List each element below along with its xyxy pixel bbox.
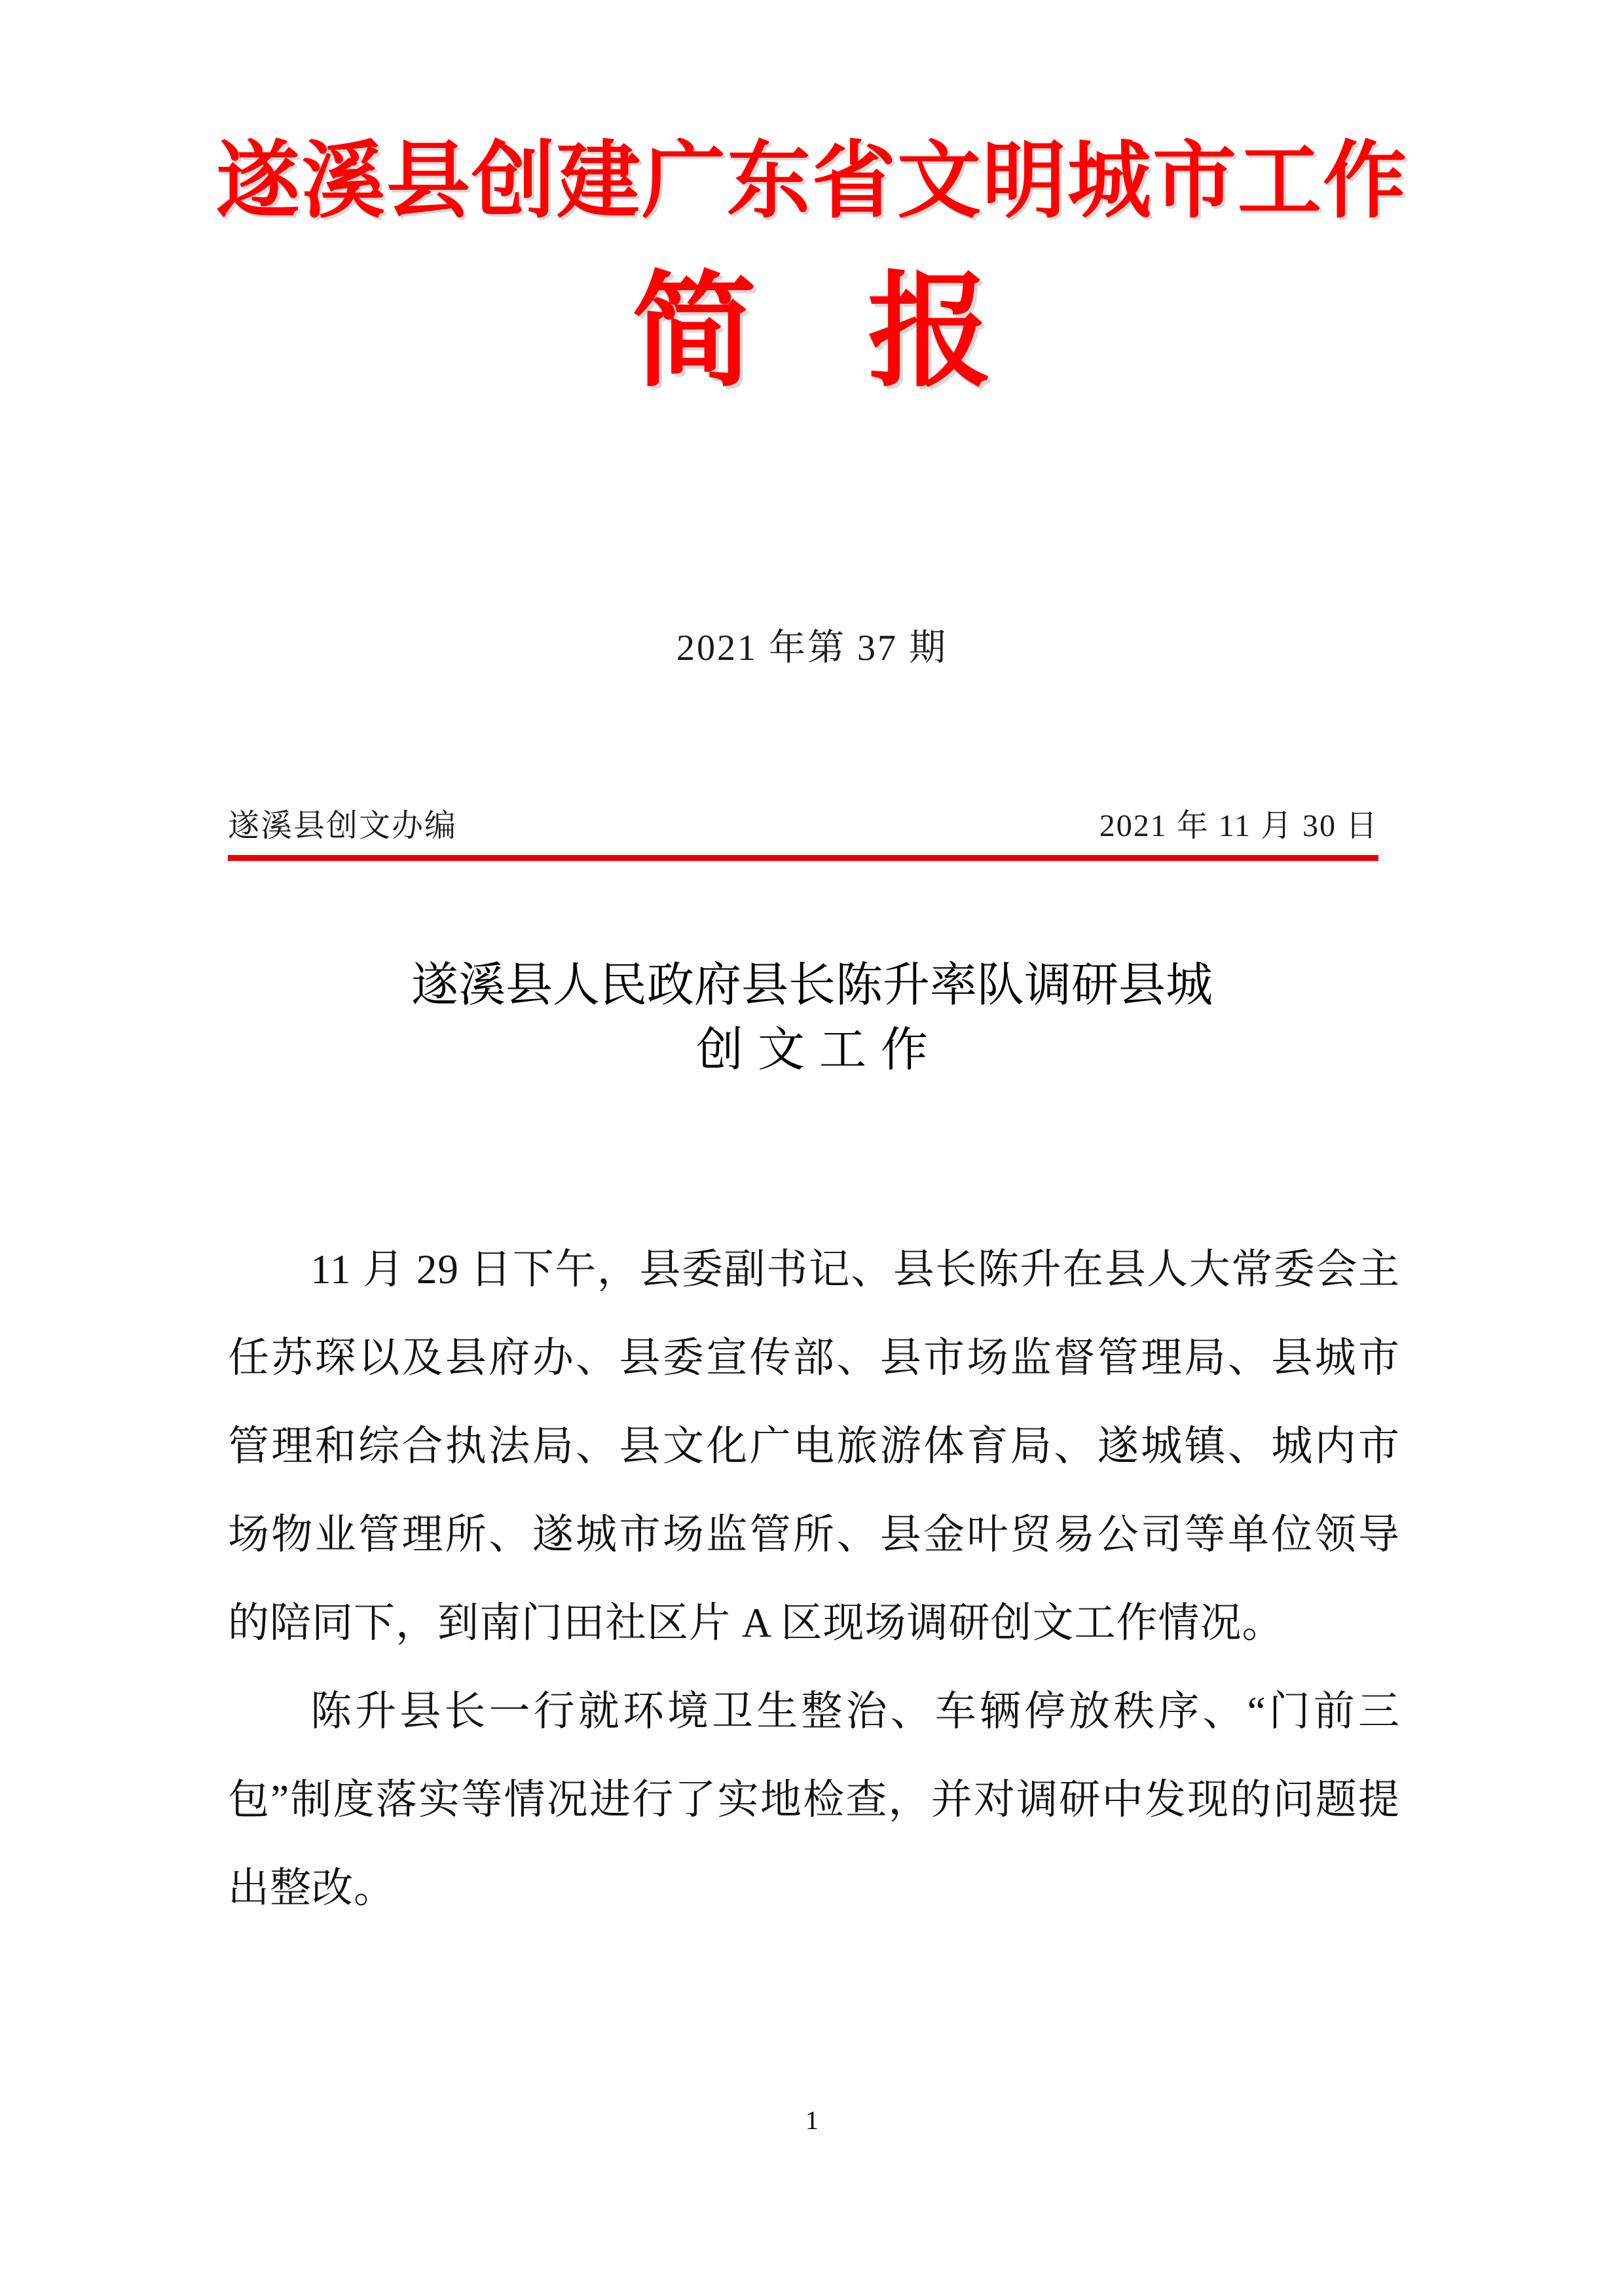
page-number: 1 [805, 2105, 819, 2135]
masthead-jianbao [0, 259, 1624, 405]
body-paragraph: 陈升县长一行就环境卫生整治、车辆停放秩序、“门前三包”制度落实等情况进行了实地检查，并对调研中发现的问题提出整改。 [228, 1688, 1400, 1911]
article-title-line1: 遂溪县人民政府县长陈升率队调研县城 [411, 957, 1213, 1012]
editor-label: 遂溪县创文办编 [228, 809, 458, 843]
article-title-line2: 创文工作 [695, 1022, 942, 1078]
body-paragraph: 11 月 29 日下午，县委副书记、县长陈升在县人大常委会主任苏琛以及县府办、县委宣传部、县市场监督管理局、县城市管理和综合执法局、县文化广电旅游体育局、遂城镇、城内市场物业管理所、遂城市场监管所、县金叶贸易公司等单位领导的陪同下，到南门田社区片 A 区现场调研创文工作情况。 [228, 1247, 1400, 1646]
masthead [0, 132, 1624, 405]
red-divider-rule [228, 855, 1378, 861]
masthead-title: 遂溪县创建广东省文明城市工作 [215, 132, 1408, 230]
issue-number: 2021 年第 37 期 [676, 628, 948, 668]
imprint-row [228, 800, 1378, 845]
masthead-bao: 报 [868, 259, 993, 405]
masthead-jian: 简 [631, 259, 756, 405]
article-body [228, 1226, 1400, 1933]
publish-date: 2021 年 11 月 30 日 [1099, 809, 1378, 843]
article-title [0, 953, 1624, 1083]
